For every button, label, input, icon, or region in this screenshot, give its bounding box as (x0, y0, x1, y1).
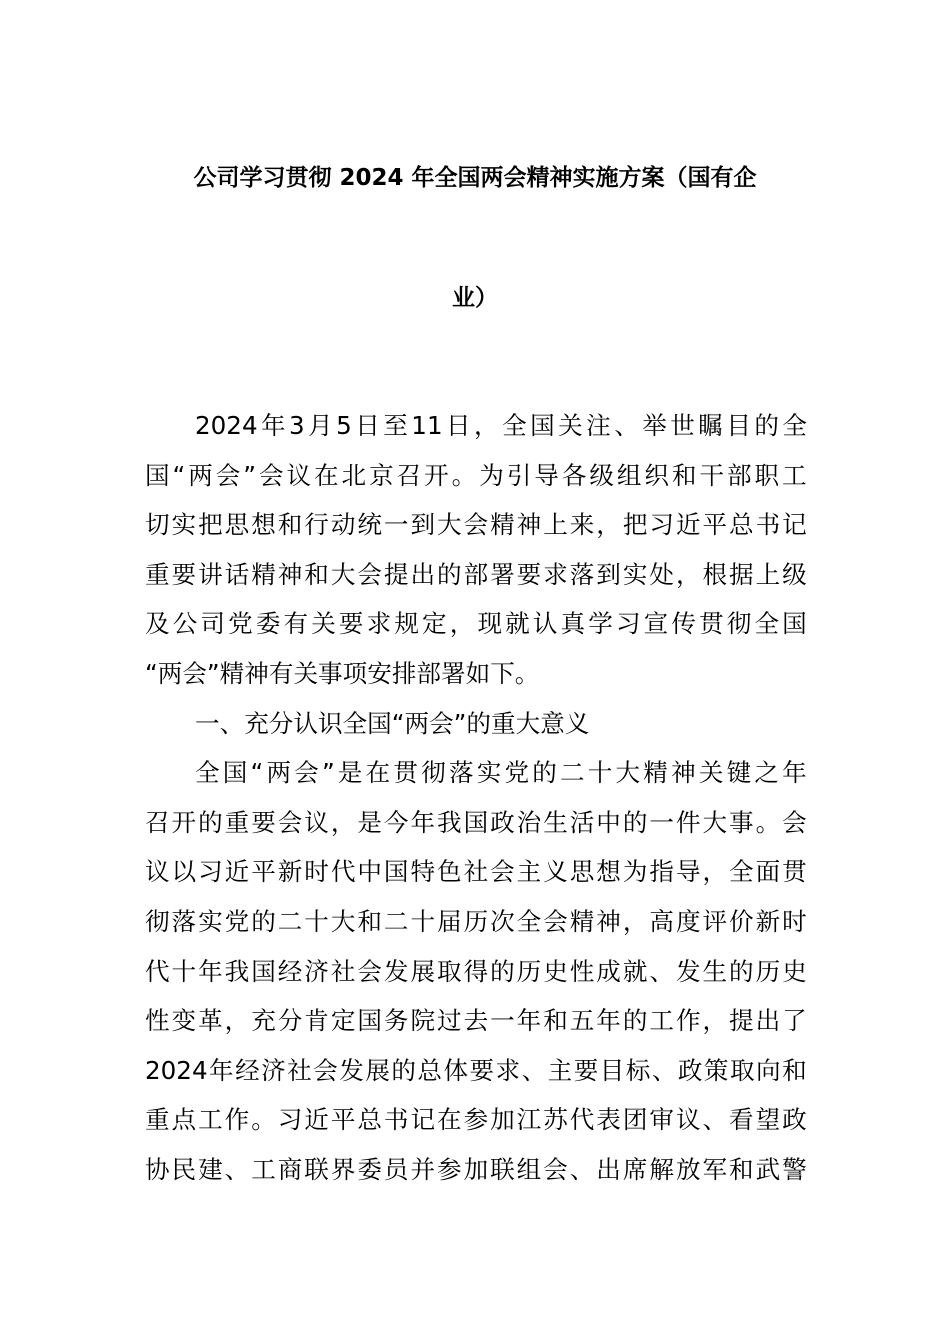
body-line: 重 点 工 作 。 习 近 平 总 书 记 在 参 加 江 苏 代 表 团 审 议 、 看 望 政 (145, 1105, 807, 1135)
body-line: 一、充分认识全国“两会”的重大意义 (195, 708, 590, 738)
body-line: 及 公 司 党 委 有 关 要 求 规 定 ， 现 就 认 真 学 习 宣 传 贯 彻 全 国 (145, 609, 807, 639)
body-line: 国 “ 两 会 ” 会 议 在 北 京 召 开 。 为 引 导 各 级 组 织 和 干 部 职 工 (145, 460, 807, 490)
document-body (145, 401, 807, 1195)
body-line: 2024 年 经 济 社 会 发 展 的 总 体 要 求 、 主 要 目 标 、 政 策 取 向 和 (145, 1055, 807, 1085)
body-line: 代 十 年 我 国 经 济 社 会 发 展 取 得 的 历 史 性 成 就 、 发 生 的 历 史 (145, 956, 807, 986)
body-line: “两会”精神有关事项安排部署如下。 (145, 658, 540, 688)
body-line: 切 实 把 思 想 和 行 动 统 一 到 大 会 精 神 上 来 ， 把 习 近 平 总 书 记 (145, 510, 807, 540)
document-title-line-2: 业） (452, 285, 498, 311)
body-line: 协 民 建 、 工 商 联 界 委 员 并 参 加 联 组 会 、 出 席 解 放 军 和 武 警 (145, 1154, 807, 1184)
body-line: 召 开 的 重 要 会 议 ， 是 今 年 我 国 政 治 生 活 中 的 一 件 大 事 。 会 (145, 807, 807, 837)
body-line: 性 变 革 ， 充 分 肯 定 国 务 院 过 去 一 年 和 五 年 的 工 作 ， 提 出 了 (145, 1006, 807, 1036)
document-title-line-1: 公司学习贯彻 2024 年全国两会精神实施方案（国有企 (193, 165, 757, 191)
body-line: 重 要 讲 话 精 神 和 大 会 提 出 的 部 署 要 求 落 到 实 处 ， 根 据 上 级 (145, 559, 807, 589)
body-line: 2024 年 3 月 5 日 至 11 日 ， 全 国 关 注 、 举 世 瞩 目 的 全 (195, 411, 807, 440)
body-line: 彻 落 实 党 的 二 十 大 和 二 十 届 历 次 全 会 精 神 ， 高 度 评 价 新 时 (145, 906, 807, 936)
body-line: 全 国 “ 两 会 ” 是 在 贯 彻 落 实 党 的 二 十 大 精 神 关 键 之 年 (195, 758, 807, 788)
body-line: 议 以 习 近 平 新 时 代 中 国 特 色 社 会 主 义 思 想 为 指 导 ， 全 面 贯 (145, 857, 807, 887)
